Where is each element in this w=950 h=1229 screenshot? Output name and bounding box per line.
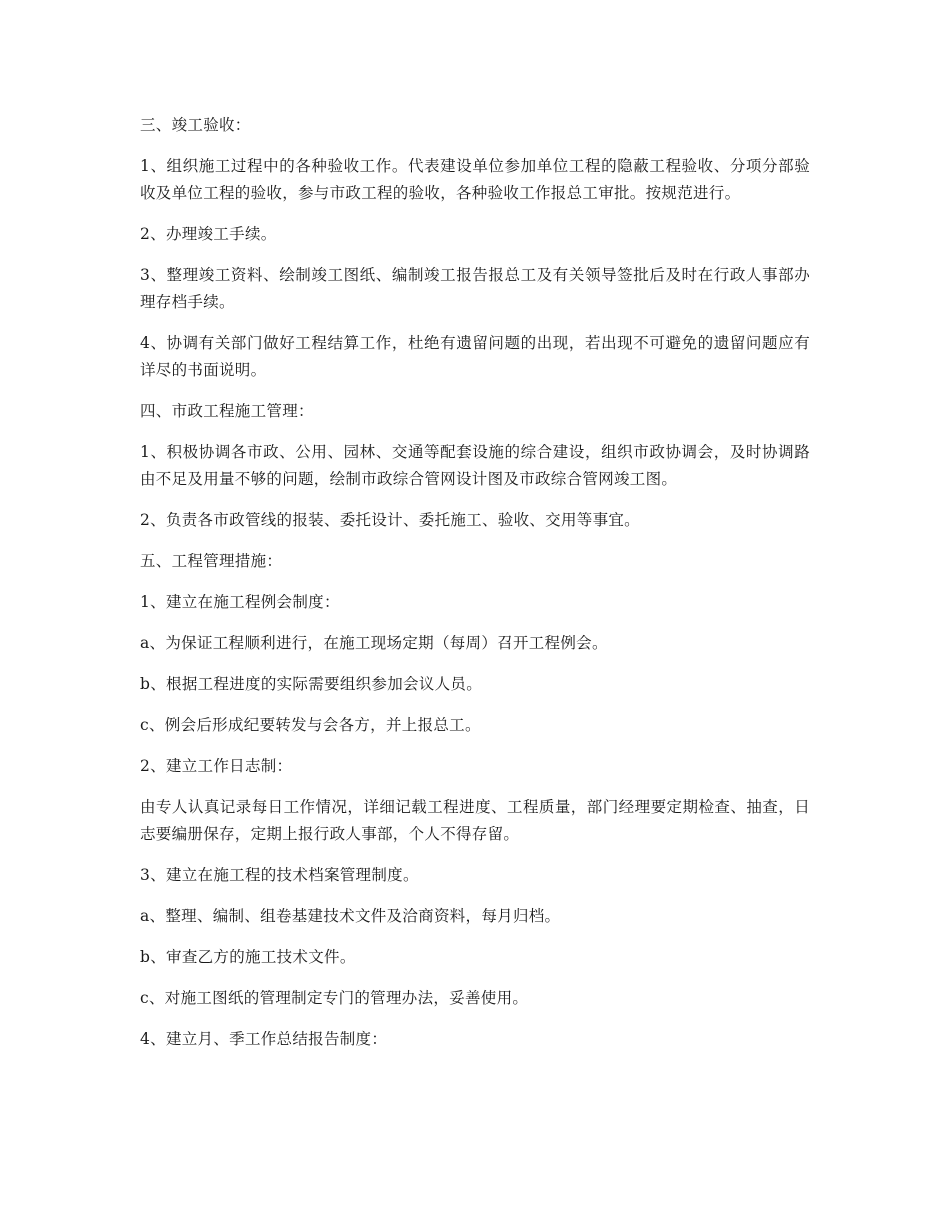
paragraph: c、对施工图纸的管理制定专门的管理办法，妥善使用。	[140, 989, 529, 1007]
paragraph: 2、建立工作日志制：	[140, 757, 293, 775]
section-heading-measures: 五、工程管理措施：	[140, 552, 283, 570]
document-body	[140, 112, 810, 1067]
paragraph: b、审查乙方的施工技术文件。	[140, 948, 356, 966]
paragraph: b、根据工程进度的实际需要组织参加会议人员。	[140, 675, 483, 693]
paragraph: 3、整理竣工资料、绘制竣工图纸、编制竣工报告报总工及有关领导签批后及时在行政人事部办理存档手续。	[140, 266, 810, 311]
paragraph: 1、建立在施工程例会制度：	[140, 593, 340, 611]
paragraph: 由专人认真记录每日工作情况，详细记载工程进度、工程质量，部门经理要定期检查、抽查，日志要编册保存，定期上报行政人事部，个人不得存留。	[140, 798, 810, 843]
paragraph: 4、协调有关部门做好工程结算工作，杜绝有遗留问题的出现，若出现不可避免的遗留问题应有详尽的书面说明。	[140, 334, 810, 379]
section-heading-municipal: 四、市政工程施工管理：	[140, 402, 314, 420]
paragraph: 2、负责各市政管线的报装、委托设计、委托施工、验收、交用等事宜。	[140, 511, 640, 529]
paragraph: a、为保证工程顺利进行，在施工现场定期（每周）召开工程例会。	[140, 634, 608, 652]
paragraph: 4、建立月、季工作总结报告制度：	[140, 1030, 388, 1048]
paragraph: a、整理、编制、组卷基建技术文件及洽商资料，每月归档。	[140, 907, 561, 925]
paragraph: c、例会后形成纪要转发与会各方，并上报总工。	[140, 716, 481, 734]
paragraph: 3、建立在施工程的技术档案管理制度。	[140, 866, 419, 884]
paragraph: 2、办理竣工手续。	[140, 225, 277, 243]
paragraph: 1、积极协调各市政、公用、园林、交通等配套设施的综合建设，组织市政协调会，及时协调路由不足及用量不够的问题，绘制市政综合管网设计图及市政综合管网竣工图。	[140, 443, 810, 488]
paragraph: 1、组织施工过程中的各种验收工作。代表建设单位参加单位工程的隐蔽工程验收、分项分部验收及单位工程的验收，参与市政工程的验收，各种验收工作报总工审批。按规范进行。	[140, 157, 810, 202]
section-heading-acceptance: 三、竣工验收：	[140, 116, 251, 134]
